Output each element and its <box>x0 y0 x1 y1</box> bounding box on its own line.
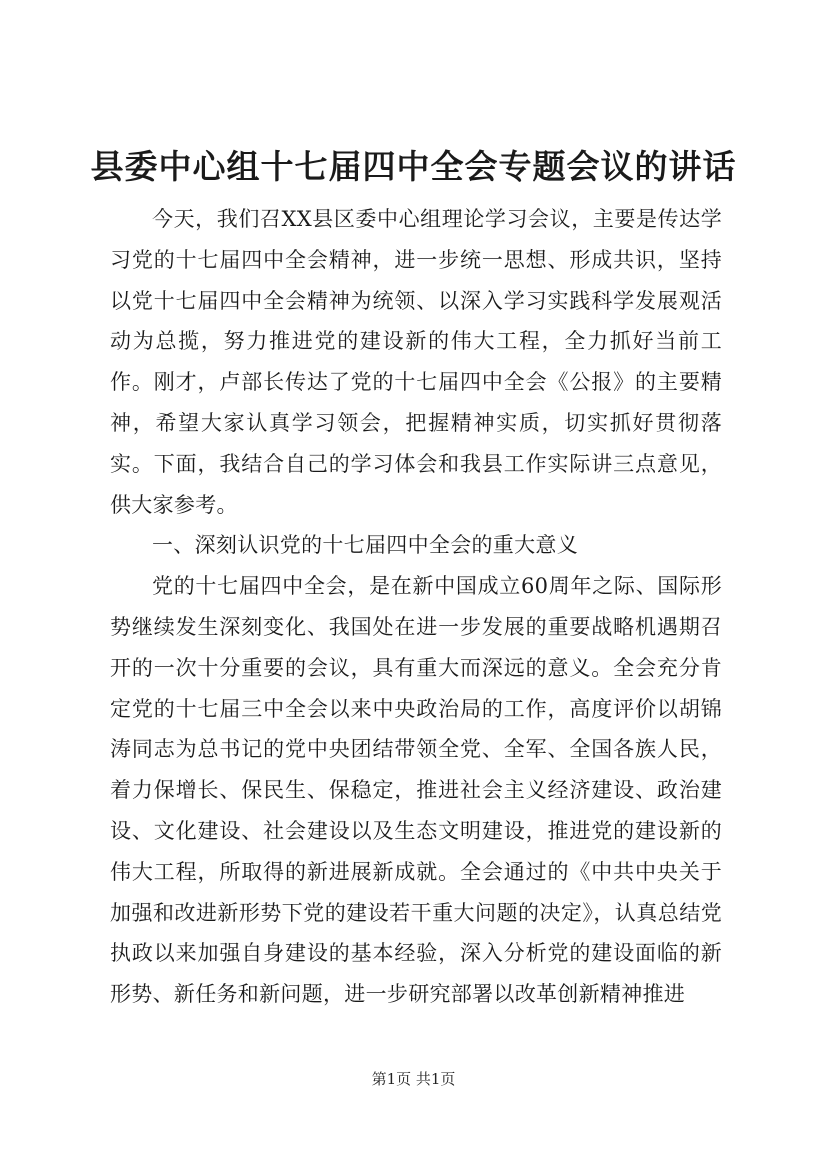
page-footer: 第1页 共1页 <box>371 1070 456 1088</box>
paragraph-significance: 党的十七届四中全会，是在新中国成立60周年之际、国际形势继续发生深刻变化、我国处在进一步发展的重要战略机遇期召开的一次十分重要的会议，具有重大而深远的意义。全会充分肯定党的十七届三中全会以来中央政治局的工作，高度评价以胡锦涛同志为总书记的党中央团结带领全党、全军、全国各族人民，着力保增长、保民生、保稳定，推进社会主义经济建设、政治建设、文化建设、社会建设以及生态文明建设，推进党的建设新的伟大工程，所取得的新进展新成就。全会通过的《中共中央关于加强和改进新形势下党的建设若干重大问题的决定》，认真总结党执政以来加强自身建设的基本经验，深入分析党的建设面临的新形势、新任务和新问题，进一步研究部署以改革创新精神推进 <box>110 574 722 1007</box>
paragraph-intro: 今天，我们召XX县区委中心组理论学习会议，主要是传达学习党的十七届四中全会精神，进一步统一思想、形成共识，坚持以党十七届四中全会精神为统领、以深入学习实践科学发展观活动为总揽，努力推进党的建设新的伟大工程，全力抓好当前工作。刚才，卢部长传达了党的十七届四中全会《公报》的主要精神，希望大家认真学习领会，把握精神实质，切实抓好贯彻落实。下面，我结合自己的学习体会和我县工作实际讲三点意见，供大家参考。 <box>110 207 722 517</box>
document-body <box>110 199 722 1015</box>
section-heading-1: 一、深刻认识党的十七届四中全会的重大意义 <box>152 533 578 558</box>
document-title: 县委中心组十七届四中全会专题会议的讲话 <box>90 147 737 186</box>
